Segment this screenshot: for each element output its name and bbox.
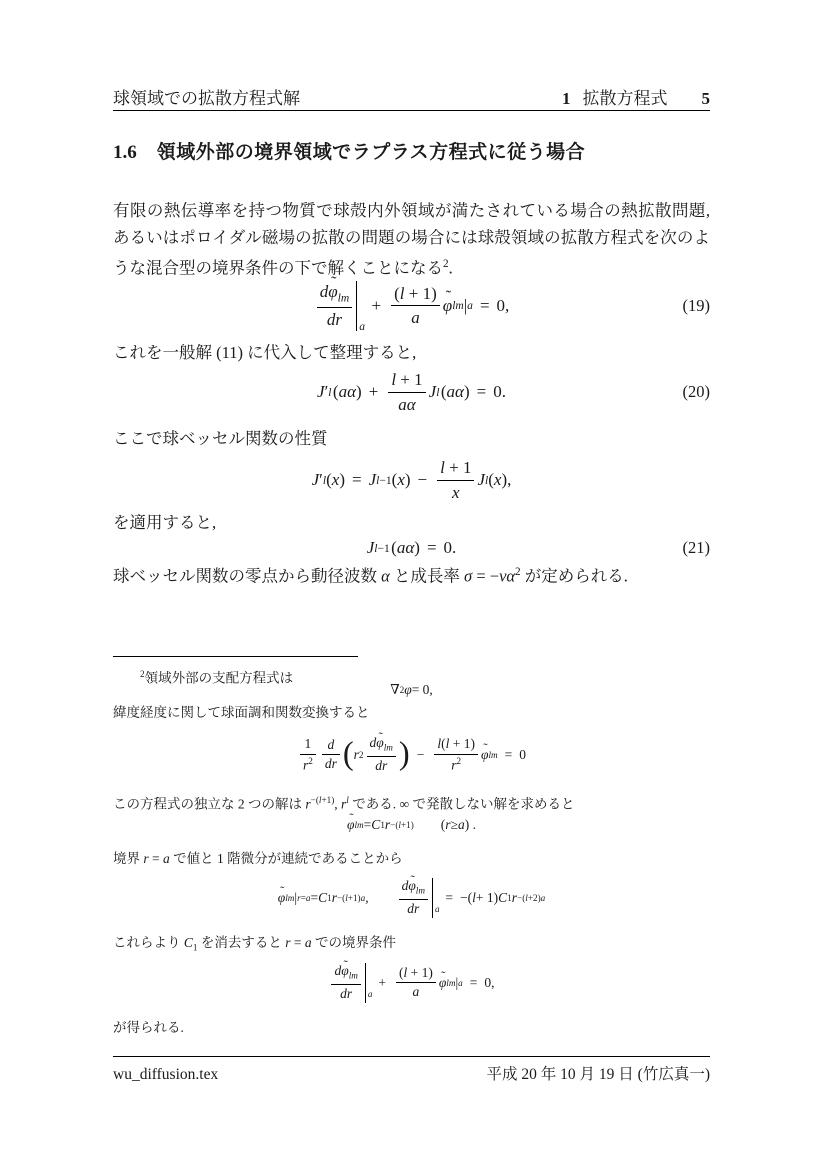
- footer-date-author: 平成 20 年 10 月 19 日 (竹広真一): [486, 1066, 710, 1083]
- bessel-recurrence-equation: [113, 456, 710, 504]
- footnote-equation-laplace: [113, 681, 710, 699]
- page-footer: [113, 1062, 710, 1084]
- footnote-line-continuity: 境界 r = a で値と 1 階微分が連続であることから: [113, 851, 403, 866]
- footnote-equation-laplace-body: ∇ 2 φ = 0,: [390, 682, 433, 697]
- footnote-equation-boundary-condition: [113, 954, 710, 1012]
- section-title: 領域外部の境界領域でラプラス方程式に従う場合: [156, 142, 586, 163]
- equation-19-number: (19): [682, 296, 710, 315]
- running-head-section-name: 拡散方程式: [582, 89, 668, 108]
- equation-19: [113, 272, 710, 340]
- equation-20-body: J ′ l ( aα ) + $\frac{l + 1}{a\alpha}$ J l ( aα ) = 0.: [317, 370, 506, 414]
- text-bessel-property: ここで球ベッセル関数の性質: [113, 429, 328, 448]
- footnote-line-obtained: が得られる.: [113, 1020, 184, 1035]
- footnote-equation-radial: [113, 726, 710, 784]
- bessel-recurrence-equation-body: J ′ l ( x ) = J l−1 ( x ) − $\frac{l + 1}{x}$ J l ( x ),: [311, 458, 512, 502]
- section-number: 1.6: [113, 142, 137, 163]
- page-header: [113, 84, 710, 109]
- footnote-equation-boundary-condition-body: dφ $˜_{lm}$ dr a + $\frac{(l + 1)}{a}$ φ ˜ lm | a = 0,: [328, 963, 494, 1002]
- footer-filename: wu_diffusion.tex: [113, 1066, 219, 1083]
- equation-19-body: dφ $˜_{lm}$ dr a + $\frac{(l + 1)}{a}$ φ ˜ lm | a = 0,: [314, 281, 510, 330]
- footnote-equation-decaying-solution-body: φ ˜ lm = C 1 r −(l+1) ( r ≥ a ) .: [347, 815, 476, 835]
- footer-rule: [113, 1056, 710, 1057]
- footnote-rule: [113, 656, 358, 657]
- header-rule: [113, 110, 710, 111]
- equation-20-number: (20): [682, 382, 710, 401]
- footnote-line-governing-equation: $^2$領域外部の支配方程式は: [140, 669, 294, 686]
- text-conclusion: 球ベッセル関数の零点から動径波数 α と成長率 $\sigma = -\nu\alpha^2$ が定められる.: [113, 566, 628, 586]
- footnote-equation-matching-body: φ ˜ lm | r=a = C 1 r −(l+1)a , dφ $˜_{lm}$ dr a = −( l + 1) C 1 r −(l+2)a: [278, 878, 545, 917]
- running-head-section-number: 1: [562, 89, 571, 108]
- running-head-section: [562, 84, 710, 109]
- equation-21-number: (21): [682, 538, 710, 557]
- footnote-equation-radial-body: 1 $r^2$ d dr ( r 2 dφ $˜_{lm}$ dr ) − $\frac{l(l + 1)}{r^2}$ φ ˜ lm = 0: [297, 735, 526, 774]
- text-apply: を適用すると,: [113, 513, 217, 532]
- equation-21: [113, 536, 710, 560]
- section-heading: [113, 137, 710, 164]
- footnote-line-spherical-harmonics: 緯度経度に関して球面調和関数変換すると: [113, 705, 370, 720]
- footnote-equation-matching: [113, 870, 710, 926]
- running-head-title: 球領域での拡散方程式解: [113, 89, 300, 108]
- equation-20: [113, 368, 710, 416]
- text-after-eq19: これを一般解 (11) に代入して整理すると,: [113, 343, 417, 362]
- footnote-equation-decaying-solution: [113, 814, 710, 836]
- page-number: 5: [701, 89, 710, 108]
- paragraph-intro: 有限の熱伝導率を持つ物質で球殻内外領域が満たされている場合の熱拡散問題, あるいはポロイダル磁場の拡散の問題の場合には球殻領域の拡散方程式を次のような混合型の境界条件の下で解くことになる$^2$.: [113, 201, 710, 278]
- equation-21-body: J l−1 ( aα ) = 0.: [366, 538, 457, 557]
- footnote-line-eliminate-c1: これらより $C_1$ を消去すると r = a での境界条件: [113, 935, 396, 953]
- footnote-line-independent-solutions: この方程式の独立な 2 つの解は $r^{-(l+1)}$, $r^l$ である. ∞ で発散しない解を求めると: [113, 795, 575, 812]
